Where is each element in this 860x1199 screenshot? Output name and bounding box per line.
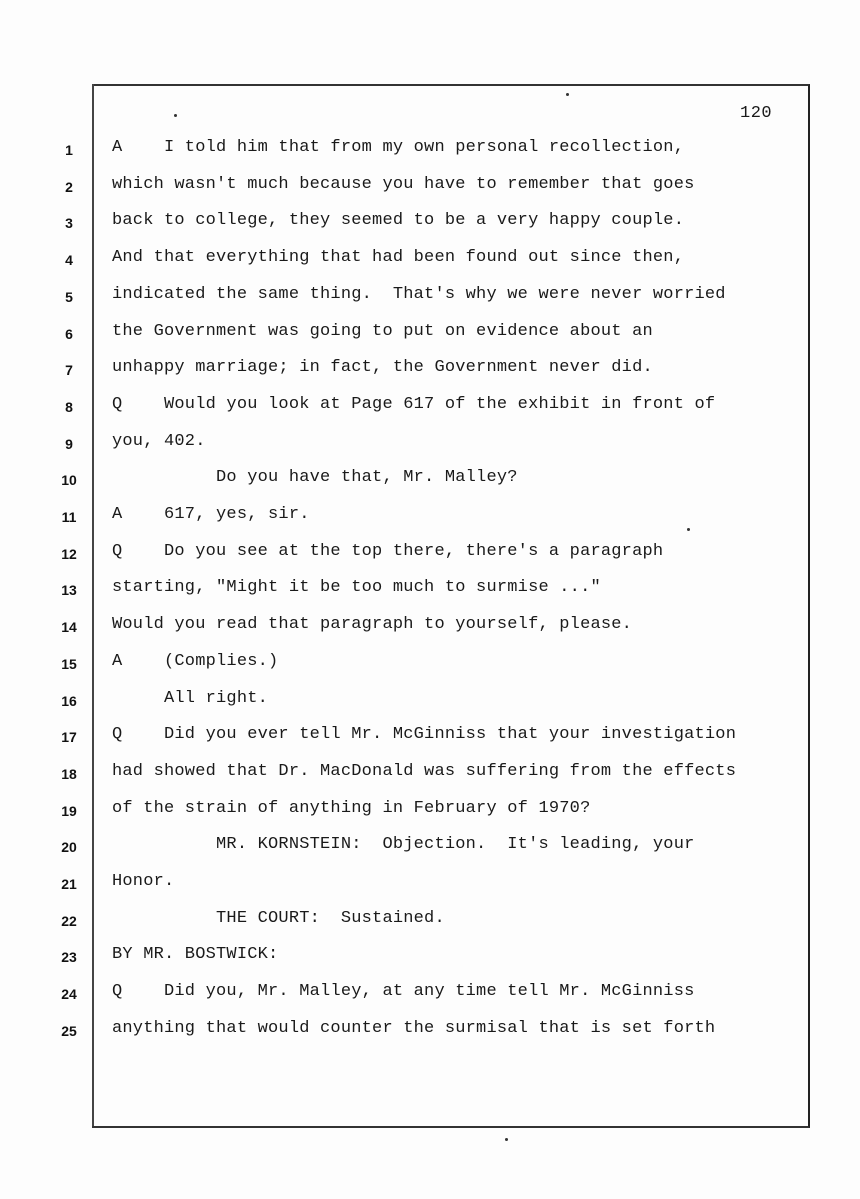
transcript-line: back to college, they seemed to be a very happy couple. xyxy=(112,211,685,231)
transcript-line: Do you have that, Mr. Malley? xyxy=(112,468,518,488)
transcript-line: BY MR. BOSTWICK: xyxy=(112,945,279,965)
transcript-line: starting, "Might it be too much to surmise ..." xyxy=(112,578,601,598)
line-number: 9 xyxy=(65,435,73,452)
line-number: 3 xyxy=(65,215,73,232)
transcript-line: Would you read that paragraph to yourself, please. xyxy=(112,615,633,635)
transcript-line: unhappy marriage; in fact, the Government never did. xyxy=(112,358,653,378)
transcript-line: And that everything that had been found out since then, xyxy=(112,248,685,268)
line-number: 15 xyxy=(61,655,77,672)
line-number: 18 xyxy=(61,765,77,782)
transcript-line: indicated the same thing. That's why we were never worried xyxy=(112,284,726,304)
transcript-line: Q Do you see at the top there, there's a paragraph xyxy=(112,541,664,561)
line-number: 14 xyxy=(61,619,77,636)
transcript-line: Q Would you look at Page 617 of the exhibit in front of xyxy=(112,394,716,414)
line-number: 24 xyxy=(61,986,77,1003)
transcript-line: which wasn't much because you have to remember that goes xyxy=(112,174,695,194)
line-number: 7 xyxy=(65,362,73,379)
transcript-line: MR. KORNSTEIN: Objection. It's leading, your xyxy=(112,835,695,855)
line-number: 8 xyxy=(65,398,73,415)
line-number: 12 xyxy=(61,545,77,562)
transcript-line: the Government was going to put on evidence about an xyxy=(112,321,653,341)
line-number: 10 xyxy=(61,472,77,489)
transcript-line: All right. xyxy=(112,688,269,708)
speck xyxy=(566,93,569,96)
line-number: 4 xyxy=(65,252,73,269)
transcript-line: anything that would counter the surmisal that is set forth xyxy=(112,1018,716,1038)
left-margin-rule xyxy=(92,84,94,1126)
line-number: 13 xyxy=(61,582,77,599)
transcript-line: had showed that Dr. MacDonald was suffering from the effects xyxy=(112,761,737,781)
transcript-line: Honor. xyxy=(112,872,175,891)
transcript-line: A 617, yes, sir. xyxy=(112,505,310,524)
line-number: 1 xyxy=(65,142,73,158)
line-number: 5 xyxy=(65,288,73,305)
transcript-line: of the strain of anything in February of 1970? xyxy=(112,798,591,818)
line-number: 2 xyxy=(65,178,73,195)
speck xyxy=(505,1138,508,1141)
line-number: 22 xyxy=(61,912,77,929)
transcript-line: A I told him that from my own personal recollection, xyxy=(112,138,685,157)
line-number: 19 xyxy=(61,802,77,819)
speck xyxy=(174,114,177,117)
page-number: 120 xyxy=(740,104,773,123)
line-number: 23 xyxy=(61,949,77,966)
line-number: 21 xyxy=(61,876,77,892)
page-border xyxy=(92,84,810,1128)
line-number: 25 xyxy=(61,1022,77,1039)
transcript-line: you, 402. xyxy=(112,431,206,451)
line-number: 16 xyxy=(61,692,77,709)
transcript-line: THE COURT: Sustained. xyxy=(112,908,445,928)
transcript-line: Q Did you ever tell Mr. McGinniss that your investigation xyxy=(112,725,737,745)
line-number: 20 xyxy=(61,839,77,856)
line-number: 6 xyxy=(65,325,73,342)
line-number: 11 xyxy=(61,509,77,525)
line-number: 17 xyxy=(61,729,77,746)
transcript-line: A (Complies.) xyxy=(112,651,279,671)
speck xyxy=(687,528,690,531)
transcript-line: Q Did you, Mr. Malley, at any time tell Mr. McGinniss xyxy=(112,982,695,1002)
